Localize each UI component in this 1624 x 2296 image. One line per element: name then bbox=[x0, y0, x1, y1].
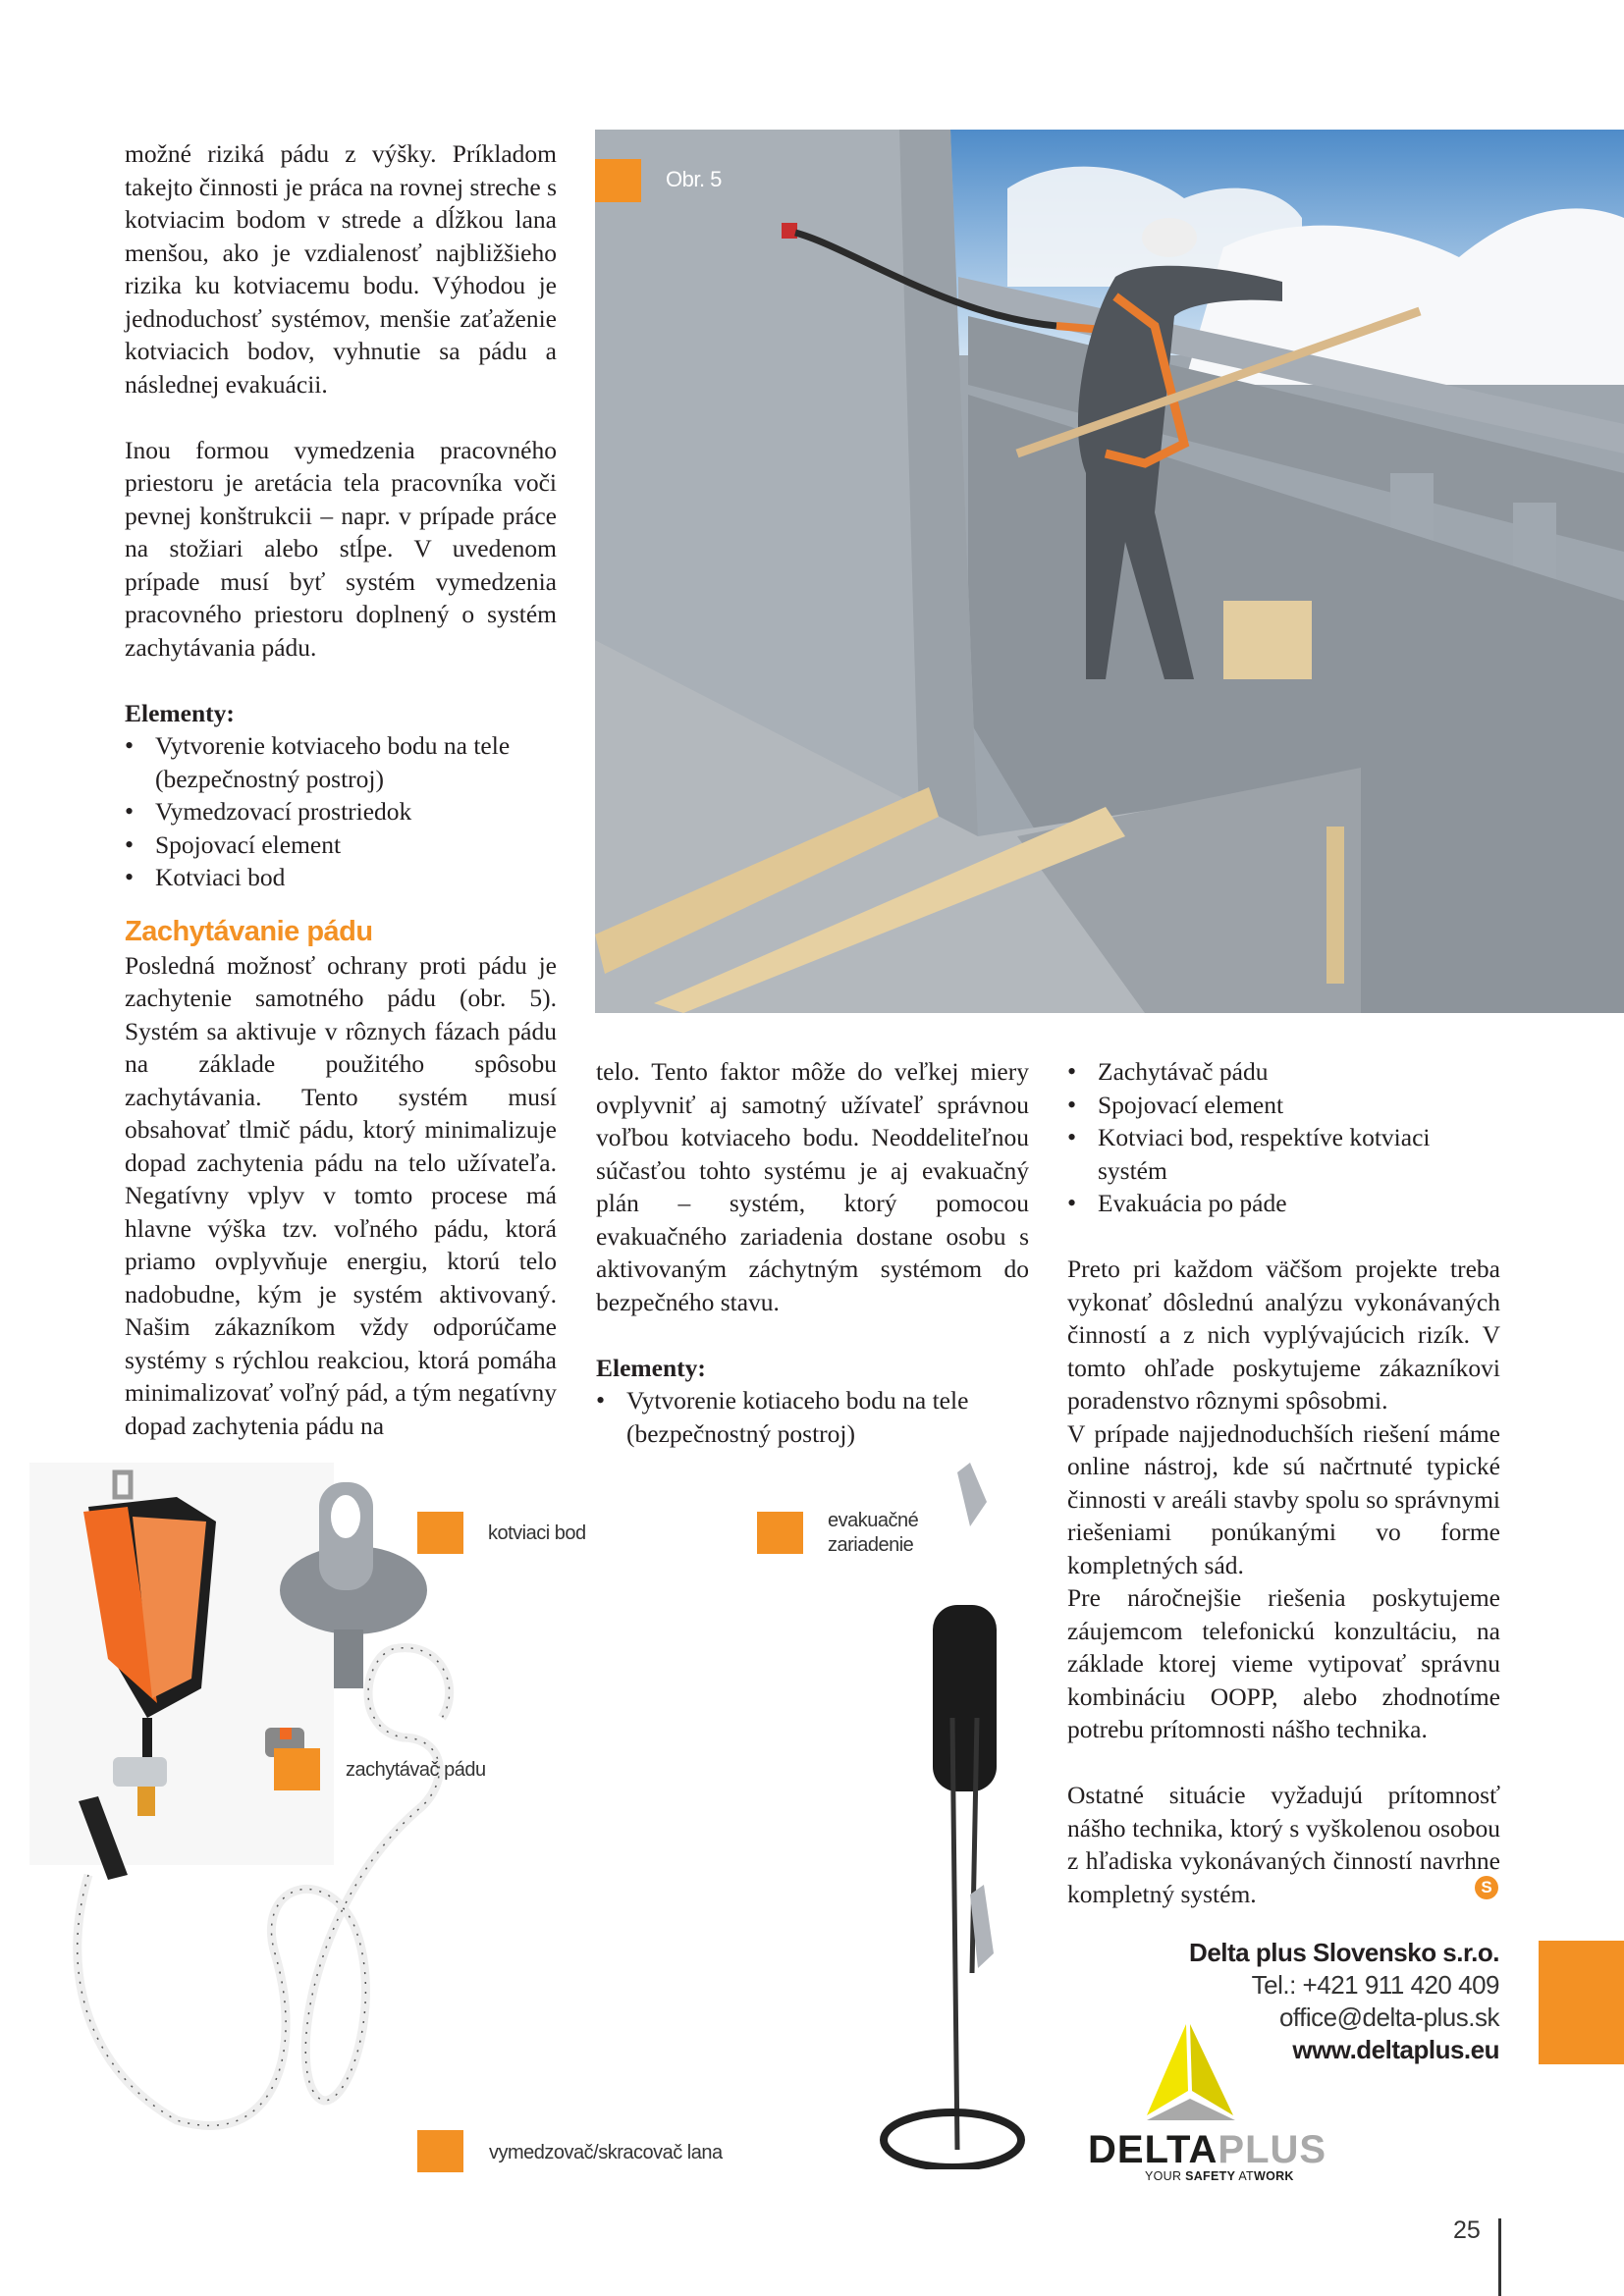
list-item: • Vymedzovací prostriedok bbox=[125, 795, 557, 828]
list-item: • Vytvorenie kotiaceho bodu na tele (bezpečnostný postroj) bbox=[596, 1384, 1029, 1450]
page-number-rule bbox=[1498, 2218, 1501, 2296]
elements-list bbox=[596, 1384, 1029, 1450]
list-item: • Evakuácia po páde bbox=[1067, 1187, 1500, 1220]
column-3 bbox=[1067, 1055, 1500, 1910]
product-marker bbox=[417, 1512, 463, 1554]
elements-list bbox=[125, 729, 557, 894]
list-item: • Vytvorenie kotviaceho bodu na tele (bezpečnostný postroj) bbox=[125, 729, 557, 795]
email-link[interactable]: office@delta-plus.sk bbox=[1278, 2002, 1499, 2032]
figure-caption: Obr. 5 bbox=[666, 167, 722, 191]
delta-triangle-icon bbox=[1088, 2022, 1402, 2130]
section-tab bbox=[1539, 1941, 1624, 2064]
evacuation-device-image bbox=[884, 1463, 1021, 2167]
product-label-text: evakuačné zariadenie bbox=[828, 1510, 919, 1556]
elements-list bbox=[1067, 1055, 1500, 1220]
elements-title: Elementy: bbox=[596, 1353, 706, 1382]
column-2 bbox=[596, 1055, 1029, 1450]
paragraph: Posledná možnosť ochrany proti pádu je zachytenie samotného pádu (obr. 5). Systém sa aktivuje v rôznych fázach pádu na základe použitého spôsobu zachytávania. Tento systém musí obsahovať tlmič pádu, ktorý minimalizuje dopad zachytenia pádu na telo užívateľa. Negatívny vplyv v tomto procese má hlavne výška tzv. voľného pádu, ktorá priamo ovplyvňuje energiu, ktorú telo nadobudne, kým je systém aktivovaný. Našim zákazníkom vždy odporúčame systémy s rýchlou reakciou, ktorá pomáha minimalizovať voľný pád, a tým negatívny dopad zachytenia pádu na bbox=[125, 950, 557, 1440]
rooftop-worker-illustration bbox=[595, 130, 1624, 1013]
deltaplus-logo bbox=[1088, 2022, 1402, 2183]
list-item: • Kotviaci bod bbox=[125, 861, 557, 894]
paragraph: Inou formou vymedzenia pracovného priestoru je aretácia tela pracovníka voči pevnej konštrukcii – napr. v prípade práce na stožiari alebo stĺpe. V uvedenom prípade musí byť systém vymedzenia pracovného priestoru doplnený o systém zachytávania pádu. bbox=[125, 435, 557, 662]
elements-title: Elementy: bbox=[125, 698, 235, 727]
website-link[interactable]: www.deltaplus.eu bbox=[1292, 2035, 1499, 2064]
article-end-mark-icon: S bbox=[1475, 1876, 1498, 1899]
figure-fall-arrest-illustration bbox=[595, 130, 1624, 1013]
page-number: 25 bbox=[1453, 2216, 1481, 2244]
product-images bbox=[29, 1463, 1070, 2169]
logo-wordmark: DELTAPLUS bbox=[1088, 2128, 1327, 2171]
paragraph: možné riziká pádu z výšky. Príkladom takejto činnosti je práca na rovnej streche s kotviacim bodom v strede a dĺžkou lana menšou, ako je vzdialenosť najbližšieho rizika ku kotviacemu bodu. Výhodou je jednoduchosť systémov, menšie zaťaženie kotviacich bodov, vyhnutie sa pádu a následnej evakuácii. bbox=[125, 139, 557, 399]
figure-marker bbox=[595, 159, 641, 202]
company-name: Delta plus Slovensko s.r.o. bbox=[1189, 1938, 1499, 1967]
phone-number: Tel.: +421 911 420 409 bbox=[1251, 1970, 1499, 2000]
product-label-evacuation-device bbox=[828, 1509, 919, 1558]
paragraph: V prípade najjednoduchších riešení máme online nástroj, kde sú načrtnuté typické činnosti v areáli stavby spolu so správnymi riešeniami ponúkanými vo forme kompletných sád. bbox=[1067, 1418, 1500, 1579]
product-marker bbox=[417, 2130, 463, 2172]
paragraph: Pre náročnejšie riešenia poskytujeme záujemcom telefonickú konzultáciu, na základe ktorej vieme vytipovať správnu kombináciu OOPP, alebo zhodnotíme potrebu prítomnosti nášho technika. bbox=[1067, 1583, 1500, 1743]
product-marker bbox=[274, 1748, 320, 1790]
list-item: • Spojovací element bbox=[1067, 1089, 1500, 1122]
paragraph: Preto pri každom väčšom projekte treba vykonať dôslednú analýzu vykonávaných činností a z nich vyplývajúcich rizík. V tomto ohľade poskytujeme zákazníkovi poradenstvo rôznymi spôsobmi. bbox=[1067, 1255, 1500, 1415]
product-label-fall-arrester: zachytávač pádu bbox=[346, 1759, 486, 1781]
paragraph: Ostatné situácie vyžadujú prítomnosť nášho technika, ktorý s vyškolenou osobou z hľadiska vykonávaných činností navrhne kompletný systém. bbox=[1067, 1781, 1500, 1908]
list-item: • Spojovací element bbox=[125, 828, 557, 862]
list-item: • Zachytávač pádu bbox=[1067, 1055, 1500, 1089]
column-1 bbox=[125, 137, 557, 1442]
paragraph: telo. Tento faktor môže do veľkej miery ovplyvniť aj samotný užívateľ správnou voľbou kotviaceho bodu. Neoddeliteľnou súčasťou tohto systému je aj evakuačný plán – systém, ktorý pomocou evakuačného zariadenia dostane osobu s aktivovaným záchytným systémom do bezpečného stavu. bbox=[596, 1057, 1029, 1316]
section-heading: Zachytávanie pádu bbox=[125, 915, 373, 947]
fall-arrester-image bbox=[29, 1463, 334, 1865]
logo-tagline: YOUR SAFETY ATWORK bbox=[1145, 2169, 1294, 2183]
product-marker bbox=[757, 1512, 803, 1554]
list-item: • Kotviaci bod, respektíve kotviaci systém bbox=[1067, 1121, 1500, 1187]
product-label-anchor-point: kotviaci bod bbox=[488, 1522, 586, 1544]
product-label-lanyard-adjuster: vymedzovač/skracovač lana bbox=[489, 2142, 723, 2163]
